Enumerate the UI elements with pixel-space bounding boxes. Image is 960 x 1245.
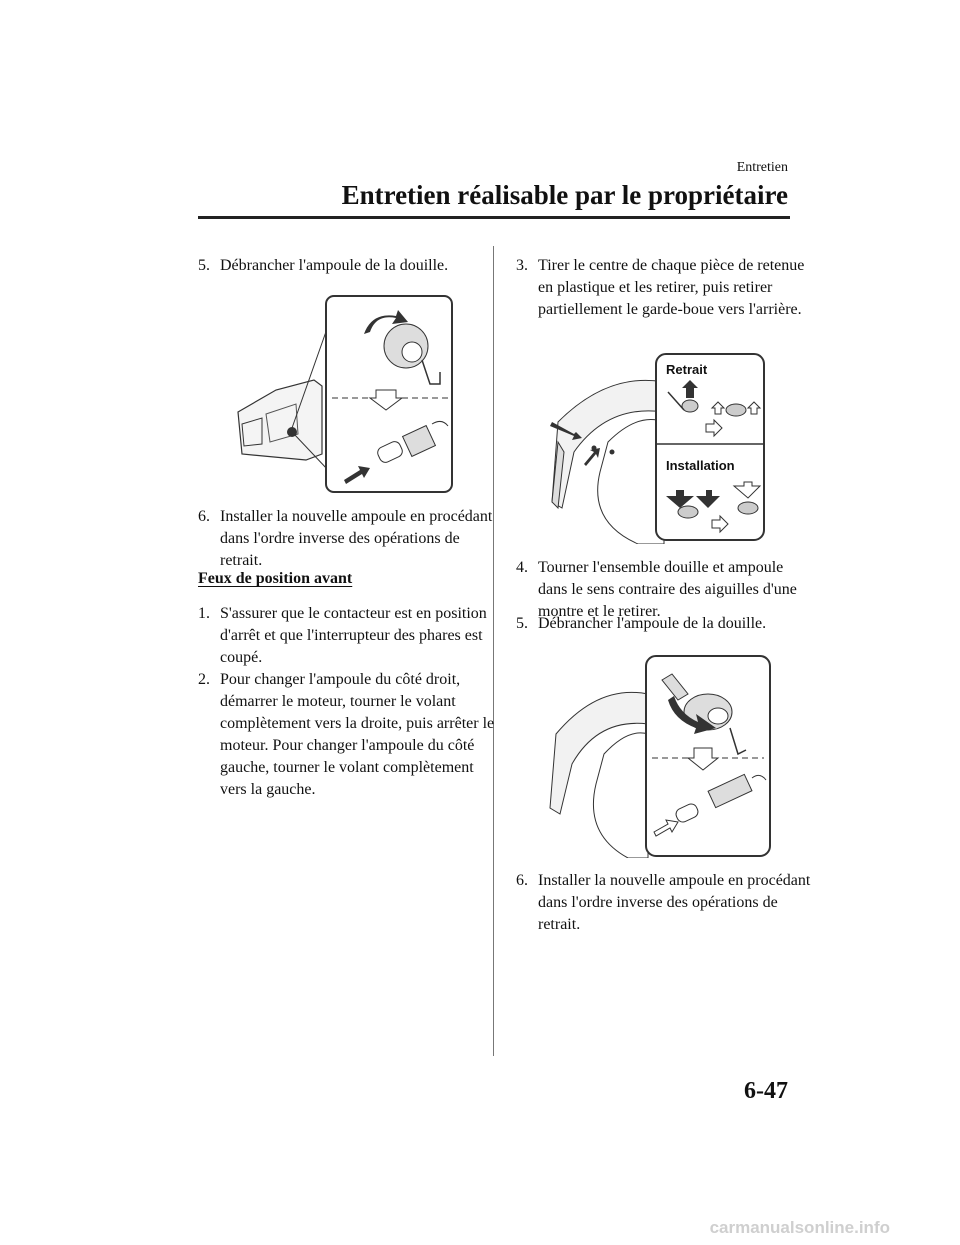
left-step-1 (198, 603, 500, 669)
step-number: 3. (516, 257, 528, 274)
figure-label-installation: Installation (666, 458, 735, 473)
step-text: Installer la nouvelle ampoule en procédant dans l'ordre inverse des opérations de retrait. (538, 872, 811, 933)
header-section-label: Entretien (736, 160, 788, 175)
step-number: 4. (516, 559, 528, 576)
step-text: Débrancher l'ampoule de la douille. (220, 257, 449, 274)
right-step-6 (516, 870, 814, 936)
step-number: 5. (198, 257, 210, 274)
step-text: Pour changer l'ampoule du côté droit, démarrer le moteur, tourner le volant complètement vers la droite, puis arrêter le moteur. Pour changer l'ampoule du côté gauche, tourner le volant complètement vers la gauche. (220, 671, 495, 798)
page-title: Entretien réalisable par le propriétaire (341, 180, 788, 210)
left-step-2 (198, 669, 500, 801)
step-text: Installer la nouvelle ampoule en procédant dans l'ordre inverse des opérations de retrait. (220, 508, 493, 569)
figure-retainer-clips (548, 352, 768, 544)
watermark: carmanualsonline.info (709, 1218, 890, 1237)
header-divider (198, 216, 790, 219)
step-text: Débrancher l'ampoule de la douille. (538, 615, 767, 632)
step-text: S'assurer que le contacteur est en position d'arrêt et que l'interrupteur des phares est coupé. (220, 605, 487, 666)
step-text: Tourner l'ensemble douille et ampoule dans le sens contraire des aiguilles d'une montre et le retirer. (538, 559, 797, 620)
figure-bulb-socket-front (236, 294, 456, 494)
right-step-5 (516, 613, 814, 635)
step-number: 6. (516, 872, 528, 889)
figure-label-removal: Retrait (666, 362, 708, 377)
subheading-front-position-lights: Feux de position avant (198, 570, 353, 587)
step-number: 1. (198, 605, 210, 622)
step-number: 2. (198, 671, 210, 688)
step-number: 5. (516, 615, 528, 632)
figure-bulb-socket-side (548, 654, 772, 858)
left-step-6 (198, 506, 500, 572)
step-number: 6. (198, 508, 210, 525)
page-number: 6-47 (744, 1078, 788, 1104)
left-step-5 (198, 255, 500, 277)
step-text: Tirer le centre de chaque pièce de retenue en plastique et les retirer, puis retirer partiellement le garde-boue vers l'arrière. (538, 257, 805, 318)
right-step-3 (516, 255, 814, 321)
